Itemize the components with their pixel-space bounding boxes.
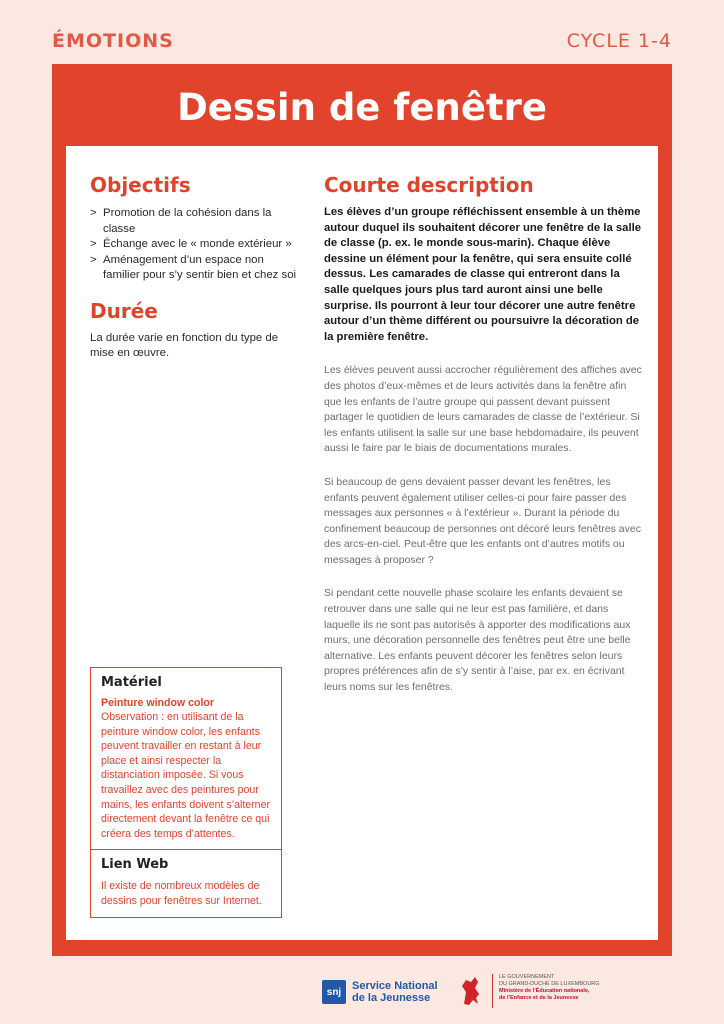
list-item: > Aménagement d’un espace non familier pour s’y sentir bien et chez soi	[90, 253, 300, 284]
duree-heading: Durée	[90, 298, 158, 323]
snj-logo	[322, 980, 438, 1004]
gov-line: LE GOUVERNEMENT	[499, 974, 555, 980]
info-boxes	[90, 667, 282, 918]
gov-line: de l’Enfance et de la Jeunesse	[499, 995, 579, 1001]
lion-icon	[458, 974, 484, 1008]
category-label: ÉMOTIONS	[52, 30, 174, 52]
description-paragraph: Si beaucoup de gens devaient passer devant les fenêtres, les enfants peuvent également utiliser celles-ci pour faire passer des messages aux personnes « à l’extérieur ». Durant la période du confinement beaucoup de personnes ont décoré leurs fenêtres avec des arcs-en-ciel. Peut-être que les enfants ont d’autres motifs ou messages à proposer ?	[324, 475, 641, 566]
left-column	[90, 173, 300, 362]
content-frame	[52, 64, 672, 956]
snj-line: Service National	[352, 980, 438, 992]
list-item: > Échange avec le « monde extérieur »	[90, 237, 300, 253]
lien-web-heading: Lien Web	[101, 857, 169, 873]
materiel-item: Peinture window color	[101, 697, 215, 709]
footer	[0, 968, 724, 1024]
gov-line: DU GRAND-DUCHÉ DE LUXEMBOURG	[499, 981, 600, 987]
description-paragraph: Si pendant cette nouvelle phase scolaire les enfants devaient se retrouver dans une salle qui ne leur est pas familière, et dans laquelle ils ne sont pas autorisés à apporter des modifications aux murs, une décoration personnelle des fenêtres peut être une belle alternative. Les enfants peuvent décorer les fenêtres selon leurs propres préférences afin de s’y sentir à l’aise, par ex. en écrivant leurs noms sur les fenêtres.	[324, 587, 631, 694]
duree-section	[90, 299, 300, 362]
snj-line: de la Jeunesse	[352, 992, 431, 1004]
description-heading: Courte description	[324, 173, 534, 197]
materiel-text: Observation : en utilisant de la peinture window color, les enfants peuvent travailler en restant à leur place et ainsi respecter la distanciation imposée. Si vous travaillez avec des peintures pour mains, les enfants doivent s’alterner directement devant la fenêtre ce qui créera des temps d’attentes.	[101, 711, 270, 840]
lien-web-text: Il existe de nombreux modèles de dessins pour fenêtres sur Internet.	[101, 880, 262, 907]
content-panel	[66, 146, 658, 940]
list-item: > Promotion de la cohésion dans la classe	[90, 206, 300, 237]
cycle-label: CYCLE 1-4	[566, 30, 672, 52]
snj-name	[352, 980, 438, 1004]
government-text	[492, 974, 600, 1008]
right-column	[324, 173, 644, 696]
materiel-box	[91, 668, 281, 849]
government-logo	[458, 974, 600, 1008]
gov-line: Ministère de l’Éducation nationale,	[499, 988, 590, 994]
description-intro: Les élèves d’un groupe réfléchissent ensemble à un thème autour duquel ils souhaitent décorer une fenêtre de la salle de classe (p. ex. le monde sous-marin). Chaque élève dessine un élément pour la fenêtre, qui sera ensuite collé dessus. Les camarades de classe qui entreront dans la salle quelques jours plus tard auront ainsi une belle surprise. Ils pourront à leur tour décorer une autre fenêtre autour d’un thème différent ou poursuivre la décoration de la première fenêtre.	[324, 206, 642, 343]
objectifs-heading: Objectifs	[90, 173, 191, 197]
duree-text: La durée varie en fonction du type de mise en œuvre.	[90, 331, 279, 359]
objectifs-list	[90, 206, 300, 284]
page-title: Dessin de fenêtre	[177, 86, 547, 129]
description-paragraph: Les élèves peuvent aussi accrocher régulièrement des affiches avec des photos d’eux-mêmes et de leurs activités dans la fenêtre afin que les enfants de l’autre groupe qui passent devant puissent partager le quotidien de leurs camarades de classe de l’extérieur. Si les enfants utilisent la salle sur une base hebdomadaire, ils peuvent aussi le faire par le biais de documentations murales.	[324, 364, 642, 455]
snj-logo-icon: snj	[322, 980, 346, 1004]
materiel-heading: Matériel	[101, 675, 162, 690]
lien-web-box	[91, 849, 281, 916]
